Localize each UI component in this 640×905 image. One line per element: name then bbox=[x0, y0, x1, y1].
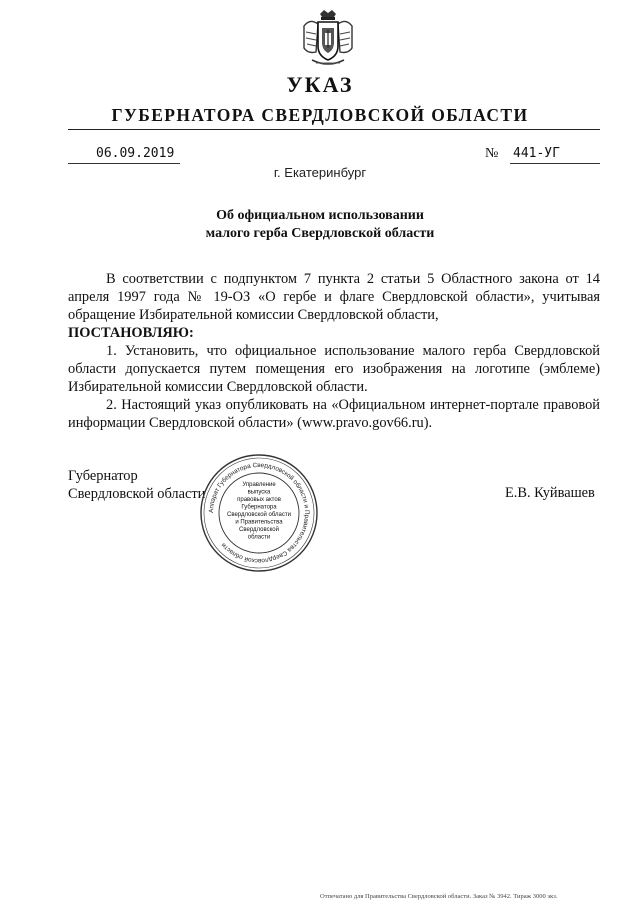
stamp-line-3: правовых актов bbox=[237, 497, 281, 503]
stamp-outer-text: Аппарат Губернатора Свердловской области и Правительства Свердловской области bbox=[207, 461, 311, 565]
number-underline bbox=[510, 163, 600, 164]
document-body bbox=[68, 270, 600, 432]
print-footer: Отпечатано для Правительства Свердловской области. Заказ № 3942. Тираж 3000 экз. bbox=[320, 893, 558, 900]
official-stamp bbox=[198, 452, 320, 574]
title-divider bbox=[68, 129, 600, 130]
signer-name: Е.В. Куйвашев bbox=[505, 485, 595, 501]
signer-title-line-2: Свердловской области bbox=[68, 486, 206, 502]
stamp-line-5: Свердловской области bbox=[226, 512, 292, 518]
intro-paragraph: В соответствии с подпунктом 7 пункта 2 статьи 5 Областного закона от 14 апреля 1997 года № 19-ОЗ «О гербе и флаге Свердловской области», учитывая обращение Избирательной комиссии Свердловской области, bbox=[68, 271, 600, 323]
document-city: г. Екатеринбург bbox=[273, 165, 367, 180]
heading-line-1: Об официальном использовании bbox=[216, 208, 424, 223]
item-1-paragraph: 1. Установить, что официальное использование малого герба Свердловской области допускается путем помещения его изображения на логотипе (эмблеме) Избирательной комиссии Свердловской области. bbox=[68, 343, 600, 395]
signer-title bbox=[68, 467, 205, 503]
decree-word: ПОСТАНОВЛЯЮ: bbox=[68, 325, 194, 341]
date-underline bbox=[68, 163, 180, 164]
signer-title-line-1: Губернатор bbox=[68, 468, 138, 484]
item-2-paragraph: 2. Настоящий указ опубликовать на «Официальном интернет-портале правовой информации Свердловской области» (www.pravo.gov66.ru). bbox=[68, 397, 600, 431]
stamp-line-6: и Правительства bbox=[235, 519, 283, 526]
stamp-line-4: Губернатора bbox=[241, 504, 277, 511]
document-issuer: ГУБЕРНАТОРА СВЕРДЛОВСКОЙ ОБЛАСТИ bbox=[111, 105, 529, 125]
stamp-line-8: области bbox=[247, 534, 271, 541]
stamp-line-1: Управление bbox=[242, 482, 276, 488]
number-label: № bbox=[485, 146, 499, 161]
document-number: 441-УГ bbox=[513, 146, 560, 161]
stamp-line-7: Свердловской bbox=[239, 527, 279, 533]
stamp-line-2: выпуска bbox=[247, 489, 271, 496]
document-date: 06.09.2019 bbox=[96, 146, 175, 161]
document-title: УКАЗ bbox=[286, 72, 354, 97]
document-heading bbox=[0, 207, 640, 243]
heading-line-2: малого герба Свердловской области bbox=[205, 226, 435, 241]
coat-of-arms-emblem bbox=[298, 8, 358, 70]
